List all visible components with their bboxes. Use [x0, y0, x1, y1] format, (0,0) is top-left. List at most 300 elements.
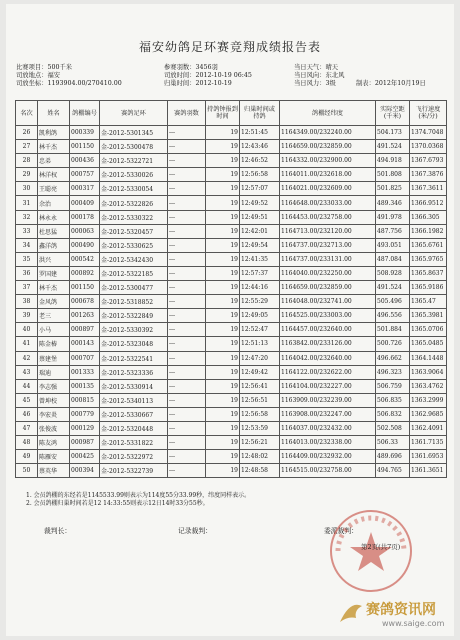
arrival-clock: 12:53:59	[241, 425, 268, 433]
cell-ring-number: 金-2012-5330322	[100, 210, 168, 224]
cell-count: ---	[168, 224, 206, 238]
cell-ring-number: 金-2012-5300478	[100, 140, 168, 154]
cell-loft-id: 000425	[70, 450, 100, 464]
cell-name: 林洋权	[38, 168, 70, 182]
table-body	[16, 126, 447, 478]
cell-rank: 35	[16, 252, 38, 266]
cell-speed: 1364.1448	[410, 351, 447, 365]
column-header: 鸽棚经纬度	[280, 101, 376, 126]
cell-coordinates: 1164648.00/233033.00	[280, 196, 376, 210]
column-header: 持鸽钟报到时间	[206, 101, 240, 126]
cell-ring-number: 金-2012-5301345	[100, 126, 168, 140]
cell-loft-id: 000757	[70, 168, 100, 182]
cell-name: 忠弟	[38, 154, 70, 168]
cell-coordinates: 1164525.00/233003.00	[280, 309, 376, 323]
cell-name: 凯利鸽	[38, 126, 70, 140]
arrival-day: 19	[230, 425, 238, 433]
arrival-clock: 12:52:47	[241, 326, 268, 334]
cell-arrival-time	[240, 252, 280, 266]
cell-distance: 496.556	[376, 309, 410, 323]
cell-rank: 50	[16, 464, 38, 478]
note-item: 2. 会员鸽棚归巢时间若是12 14:33:55则表示12日14时33分55秒。	[26, 500, 209, 507]
cell-speed: 1370.0368	[410, 140, 447, 154]
cell-count: ---	[168, 154, 206, 168]
table-row	[16, 464, 447, 478]
cell-ring-number: 金-2012-5300477	[100, 281, 168, 295]
cell-arrival-time	[240, 450, 280, 464]
arrival-clock: 12:47:20	[241, 354, 268, 362]
cell-name: 杜思猛	[38, 224, 70, 238]
cell-ring-number: 金-2012-5320448	[100, 421, 168, 435]
arrival-clock: 12:49:51	[241, 213, 268, 221]
table-row	[16, 421, 447, 435]
info-weather: 当日天气：晴天	[294, 64, 339, 71]
cell-coordinates: 1163842.00/233126.00	[280, 337, 376, 351]
arrival-day: 19	[230, 284, 238, 292]
cell-clock-report	[206, 323, 240, 337]
cell-coordinates: 1164122.00/232622.00	[280, 365, 376, 379]
table-row	[16, 337, 447, 351]
cell-loft-id: 000779	[70, 407, 100, 421]
site-watermark-logo	[336, 592, 456, 632]
info-wind-force: 当日风力：3级	[294, 80, 336, 87]
cell-count: ---	[168, 436, 206, 450]
committee-signature: 委派裁判：	[324, 527, 358, 535]
cell-count: ---	[168, 464, 206, 478]
cell-speed: 1365.0485	[410, 337, 447, 351]
table-row	[16, 450, 447, 464]
cell-name: 王聪亮	[38, 182, 70, 196]
cell-speed: 1374.7048	[410, 126, 447, 140]
arrival-day: 19	[230, 241, 238, 249]
cell-distance: 491.524	[376, 140, 410, 154]
cell-ring-number: 金-2012-5318852	[100, 295, 168, 309]
table-row	[16, 407, 447, 421]
cell-distance: 487.084	[376, 252, 410, 266]
cell-count: ---	[168, 295, 206, 309]
cell-ring-number: 金-2012-5330667	[100, 407, 168, 421]
column-header: 姓名	[38, 101, 70, 126]
cell-coordinates: 1163909.00/232239.00	[280, 393, 376, 407]
table-row	[16, 309, 447, 323]
arrival-clock: 12:49:05	[241, 312, 268, 320]
cell-count: ---	[168, 351, 206, 365]
cell-coordinates: 1163908.00/232247.00	[280, 407, 376, 421]
table-row	[16, 323, 447, 337]
cell-ring-number: 金-2012-5340113	[100, 393, 168, 407]
cell-clock-report	[206, 464, 240, 478]
arrival-day: 19	[230, 213, 238, 221]
cell-speed: 1366.1982	[410, 224, 447, 238]
watermark-url: www.saige.com	[382, 619, 445, 628]
cell-rank: 39	[16, 309, 38, 323]
cell-ring-number: 金-2012-5331822	[100, 436, 168, 450]
cell-rank: 28	[16, 154, 38, 168]
cell-clock-report	[206, 365, 240, 379]
arrival-clock: 12:44:16	[241, 284, 268, 292]
cell-coordinates: 1164021.00/232609.00	[280, 182, 376, 196]
cell-ring-number: 金-2012-5322972	[100, 450, 168, 464]
cell-arrival-time	[240, 365, 280, 379]
cell-rank: 30	[16, 182, 38, 196]
arrival-day: 19	[230, 354, 238, 362]
cell-rank: 38	[16, 295, 38, 309]
referee-chief-signature: 裁判长：	[44, 527, 72, 535]
column-header: 实际空距(千米)	[376, 101, 410, 126]
cell-speed: 1361.3651	[410, 464, 447, 478]
cell-name: 张俊波	[38, 421, 70, 435]
arrival-day: 19	[230, 396, 238, 404]
cell-arrival-time	[240, 337, 280, 351]
cell-rank: 31	[16, 196, 38, 210]
cell-distance: 508.928	[376, 266, 410, 280]
cell-count: ---	[168, 393, 206, 407]
cell-speed: 1365.3981	[410, 309, 447, 323]
cell-coordinates: 1164048.00/232741.00	[280, 295, 376, 309]
cell-arrival-time	[240, 464, 280, 478]
cell-clock-report	[206, 252, 240, 266]
table-header-row	[16, 101, 447, 126]
cell-name: 李志强	[38, 379, 70, 393]
cell-arrival-time	[240, 182, 280, 196]
cell-clock-report	[206, 351, 240, 365]
cell-clock-report	[206, 168, 240, 182]
cell-coordinates: 1164713.00/232120.00	[280, 224, 376, 238]
cell-rank: 46	[16, 407, 38, 421]
cell-loft-id: 001150	[70, 140, 100, 154]
table-row	[16, 210, 447, 224]
cell-clock-report	[206, 281, 240, 295]
cell-arrival-time	[240, 210, 280, 224]
arrival-day: 19	[230, 143, 238, 151]
cell-count: ---	[168, 421, 206, 435]
cell-coordinates: 1164659.00/232859.00	[280, 281, 376, 295]
cell-arrival-time	[240, 323, 280, 337]
cell-arrival-time	[240, 154, 280, 168]
cell-arrival-time	[240, 309, 280, 323]
arrival-clock: 12:49:42	[241, 368, 268, 376]
cell-arrival-time	[240, 436, 280, 450]
arrival-day: 19	[230, 269, 238, 277]
info-release-time: 司放时间：2012-10-19 06:45	[164, 72, 252, 79]
cell-clock-report	[206, 182, 240, 196]
cell-clock-report	[206, 337, 240, 351]
cell-rank: 37	[16, 281, 38, 295]
cell-ring-number: 金-2012-5322739	[100, 464, 168, 478]
table-row	[16, 393, 447, 407]
cell-speed: 1367.3876	[410, 168, 447, 182]
cell-rank: 48	[16, 436, 38, 450]
table-row	[16, 196, 447, 210]
cell-loft-id: 000129	[70, 421, 100, 435]
cell-distance: 494.765	[376, 464, 410, 478]
cell-arrival-time	[240, 407, 280, 421]
cell-coordinates: 1164011.00/232618.00	[280, 168, 376, 182]
cell-clock-report	[206, 450, 240, 464]
cell-ring-number: 金-2012-5330914	[100, 379, 168, 393]
recorder-signature: 记录裁判：	[178, 527, 212, 535]
cell-loft-id: 000987	[70, 436, 100, 450]
arrival-clock: 12:51:45	[241, 129, 268, 137]
arrival-clock: 12:46:52	[241, 157, 268, 165]
cell-rank: 36	[16, 266, 38, 280]
cell-clock-report	[206, 379, 240, 393]
cell-speed: 1365.0706	[410, 323, 447, 337]
cell-loft-id: 000436	[70, 154, 100, 168]
cell-name: 金风鸽	[38, 295, 70, 309]
cell-distance: 501.884	[376, 323, 410, 337]
cell-arrival-time	[240, 351, 280, 365]
cell-distance: 505.496	[376, 295, 410, 309]
cell-coordinates: 1164042.00/232640.00	[280, 351, 376, 365]
arrival-clock: 12:42:01	[241, 227, 268, 235]
watermark-name: 赛鸽资讯网	[366, 602, 436, 618]
arrival-day: 19	[230, 312, 238, 320]
cell-ring-number: 金-2012-5330054	[100, 182, 168, 196]
column-header: 赛鸽足环	[100, 101, 168, 126]
table-row	[16, 168, 447, 182]
table-row	[16, 224, 447, 238]
cell-coordinates: 1164104.00/232227.00	[280, 379, 376, 393]
arrival-clock: 12:55:29	[241, 298, 268, 306]
cell-speed: 1363.9064	[410, 365, 447, 379]
arrival-clock: 12:57:07	[241, 185, 268, 193]
arrival-day: 19	[230, 298, 238, 306]
cell-arrival-time	[240, 224, 280, 238]
cell-loft-id: 000897	[70, 323, 100, 337]
cell-ring-number: 金-2012-5342430	[100, 252, 168, 266]
cell-distance: 496.323	[376, 365, 410, 379]
cell-count: ---	[168, 266, 206, 280]
arrival-day: 19	[230, 382, 238, 390]
cell-distance: 500.726	[376, 337, 410, 351]
arrival-day: 19	[230, 453, 238, 461]
cell-speed: 1361.6953	[410, 450, 447, 464]
cell-ring-number: 金-2012-5323336	[100, 365, 168, 379]
cell-arrival-time	[240, 126, 280, 140]
cell-name: 罗国建	[38, 266, 70, 280]
report-title: 福安幼鸽足环赛竞翔成绩报告表	[138, 40, 321, 54]
cell-count: ---	[168, 309, 206, 323]
cell-speed: 1366.9512	[410, 196, 447, 210]
cell-coordinates: 1164515.00/232758.00	[280, 464, 376, 478]
cell-distance: 489.346	[376, 196, 410, 210]
cell-ring-number: 金-2012-5322185	[100, 266, 168, 280]
arrival-day: 19	[230, 255, 238, 263]
cell-loft-id: 000394	[70, 464, 100, 478]
table-row	[16, 140, 447, 154]
cell-distance: 506.33	[376, 436, 410, 450]
cell-loft-id: 000339	[70, 126, 100, 140]
cell-count: ---	[168, 323, 206, 337]
cell-rank: 34	[16, 238, 38, 252]
arrival-clock: 12:56:58	[241, 171, 268, 179]
cell-ring-number: 金-2012-5322849	[100, 309, 168, 323]
cell-name: 李宏炎	[38, 407, 70, 421]
arrival-clock: 12:43:46	[241, 143, 268, 151]
cell-coordinates: 1164659.00/232859.00	[280, 140, 376, 154]
arrival-day: 19	[230, 467, 238, 475]
cell-rank: 29	[16, 168, 38, 182]
cell-speed: 1365.9186	[410, 281, 447, 295]
table-row	[16, 351, 447, 365]
report-page	[6, 4, 454, 636]
cell-count: ---	[168, 196, 206, 210]
column-header: 鸽棚编号	[70, 101, 100, 126]
cell-rank: 27	[16, 140, 38, 154]
cell-ring-number: 金-2012-5330026	[100, 168, 168, 182]
cell-clock-report	[206, 154, 240, 168]
info-release-date: 归巢时间：2012-10-19	[164, 80, 232, 87]
cell-coordinates: 1164332.00/232900.00	[280, 154, 376, 168]
cell-name: 陈雁安	[38, 450, 70, 464]
cell-coordinates: 1164453.00/232758.00	[280, 210, 376, 224]
arrival-day: 19	[230, 157, 238, 165]
arrival-clock: 12:48:58	[241, 467, 268, 475]
cell-speed: 1363.4762	[410, 379, 447, 393]
results-table	[15, 100, 447, 478]
cell-speed: 1362.9685	[410, 407, 447, 421]
info-release-site: 司放地点：福安	[16, 72, 61, 79]
cell-count: ---	[168, 238, 206, 252]
cell-ring-number: 金-2012-5323048	[100, 337, 168, 351]
cell-arrival-time	[240, 281, 280, 295]
cell-distance: 501.808	[376, 168, 410, 182]
cell-rank: 41	[16, 337, 38, 351]
cell-clock-report	[206, 436, 240, 450]
cell-coordinates: 1164409.00/232932.00	[280, 450, 376, 464]
cell-name: 瑞迪	[38, 365, 70, 379]
cell-distance: 491.978	[376, 210, 410, 224]
cell-name: 陈友鸿	[38, 436, 70, 450]
table-row	[16, 295, 447, 309]
arrival-clock: 12:49:52	[241, 199, 268, 207]
column-header: 赛鸽羽数	[168, 101, 206, 126]
cell-arrival-time	[240, 379, 280, 393]
arrival-clock: 12:56:21	[241, 439, 268, 447]
cell-clock-report	[206, 407, 240, 421]
cell-name: 蔡建堡	[38, 351, 70, 365]
info-wind-direction: 当日风向：东北风	[294, 72, 345, 79]
cell-speed: 1365.9765	[410, 252, 447, 266]
cell-loft-id: 000135	[70, 379, 100, 393]
cell-name: 洪兴	[38, 252, 70, 266]
arrival-clock: 12:57:37	[241, 269, 268, 277]
cell-coordinates: 1164349.00/232240.00	[280, 126, 376, 140]
cell-loft-id: 000143	[70, 337, 100, 351]
cell-loft-id: 000892	[70, 266, 100, 280]
cell-count: ---	[168, 140, 206, 154]
cell-clock-report	[206, 196, 240, 210]
column-header: 归巢时间或持鸽	[240, 101, 280, 126]
table-row	[16, 379, 447, 393]
cell-arrival-time	[240, 140, 280, 154]
cell-clock-report	[206, 224, 240, 238]
arrival-clock: 12:51:13	[241, 340, 268, 348]
cell-rank: 47	[16, 421, 38, 435]
table-row	[16, 252, 447, 266]
cell-arrival-time	[240, 393, 280, 407]
cell-arrival-time	[240, 238, 280, 252]
cell-coordinates: 1164040.00/232250.00	[280, 266, 376, 280]
arrival-clock: 12:49:54	[241, 241, 268, 249]
cell-ring-number: 金-2012-5322541	[100, 351, 168, 365]
table-row	[16, 281, 447, 295]
info-entries: 参赛羽数：3456羽	[164, 64, 218, 71]
arrival-clock: 12:56:51	[241, 396, 268, 404]
cell-rank: 42	[16, 351, 38, 365]
page-number: 第2页(共7页)	[361, 543, 401, 551]
cell-arrival-time	[240, 168, 280, 182]
cell-speed: 1366.305	[410, 210, 447, 224]
arrival-clock: 12:56:41	[241, 382, 268, 390]
cell-speed: 1365.8637	[410, 266, 447, 280]
cell-arrival-time	[240, 295, 280, 309]
cell-clock-report	[206, 295, 240, 309]
cell-count: ---	[168, 337, 206, 351]
cell-clock-report	[206, 421, 240, 435]
cell-name: 林千杰	[38, 140, 70, 154]
cell-name: 曾坤校	[38, 393, 70, 407]
cell-loft-id: 001263	[70, 309, 100, 323]
cell-name: 蔡英华	[38, 464, 70, 478]
cell-ring-number: 金-2012-5320457	[100, 224, 168, 238]
cell-name: 鑫洋鸽	[38, 238, 70, 252]
cell-count: ---	[168, 365, 206, 379]
cell-distance: 502.508	[376, 421, 410, 435]
cell-name: 小马	[38, 323, 70, 337]
cell-loft-id: 000317	[70, 182, 100, 196]
arrival-day: 19	[230, 368, 238, 376]
cell-distance: 506.759	[376, 379, 410, 393]
cell-distance: 493.051	[376, 238, 410, 252]
table-row	[16, 182, 447, 196]
column-header: 飞行速度(米/分)	[410, 101, 447, 126]
cell-loft-id: 000707	[70, 351, 100, 365]
cell-coordinates: 1164013.00/232338.00	[280, 436, 376, 450]
cell-count: ---	[168, 210, 206, 224]
cell-loft-id: 000542	[70, 252, 100, 266]
arrival-day: 19	[230, 410, 238, 418]
cell-speed: 1361.7135	[410, 436, 447, 450]
cell-loft-id: 000490	[70, 238, 100, 252]
cell-clock-report	[206, 126, 240, 140]
cell-coordinates: 1164037.00/232432.00	[280, 421, 376, 435]
arrival-day: 19	[230, 199, 238, 207]
cell-rank: 43	[16, 365, 38, 379]
cell-name: 老三	[38, 309, 70, 323]
cell-arrival-time	[240, 266, 280, 280]
cell-count: ---	[168, 407, 206, 421]
cell-speed: 1363.2999	[410, 393, 447, 407]
cell-speed: 1367.3611	[410, 182, 447, 196]
arrival-clock: 12:48:02	[241, 453, 268, 461]
cell-rank: 40	[16, 323, 38, 337]
notes-block	[26, 492, 250, 508]
cell-distance: 506.832	[376, 407, 410, 421]
cell-arrival-time	[240, 196, 280, 210]
cell-clock-report	[206, 140, 240, 154]
arrival-clock: 12:56:58	[241, 410, 268, 418]
table-row	[16, 238, 447, 252]
cell-distance: 487.756	[376, 224, 410, 238]
cell-loft-id: 000678	[70, 295, 100, 309]
arrival-day: 19	[230, 129, 238, 137]
cell-arrival-time	[240, 421, 280, 435]
cell-clock-report	[206, 266, 240, 280]
cell-ring-number: 金-2012-5322826	[100, 196, 168, 210]
cell-coordinates: 1164457.00/232640.00	[280, 323, 376, 337]
